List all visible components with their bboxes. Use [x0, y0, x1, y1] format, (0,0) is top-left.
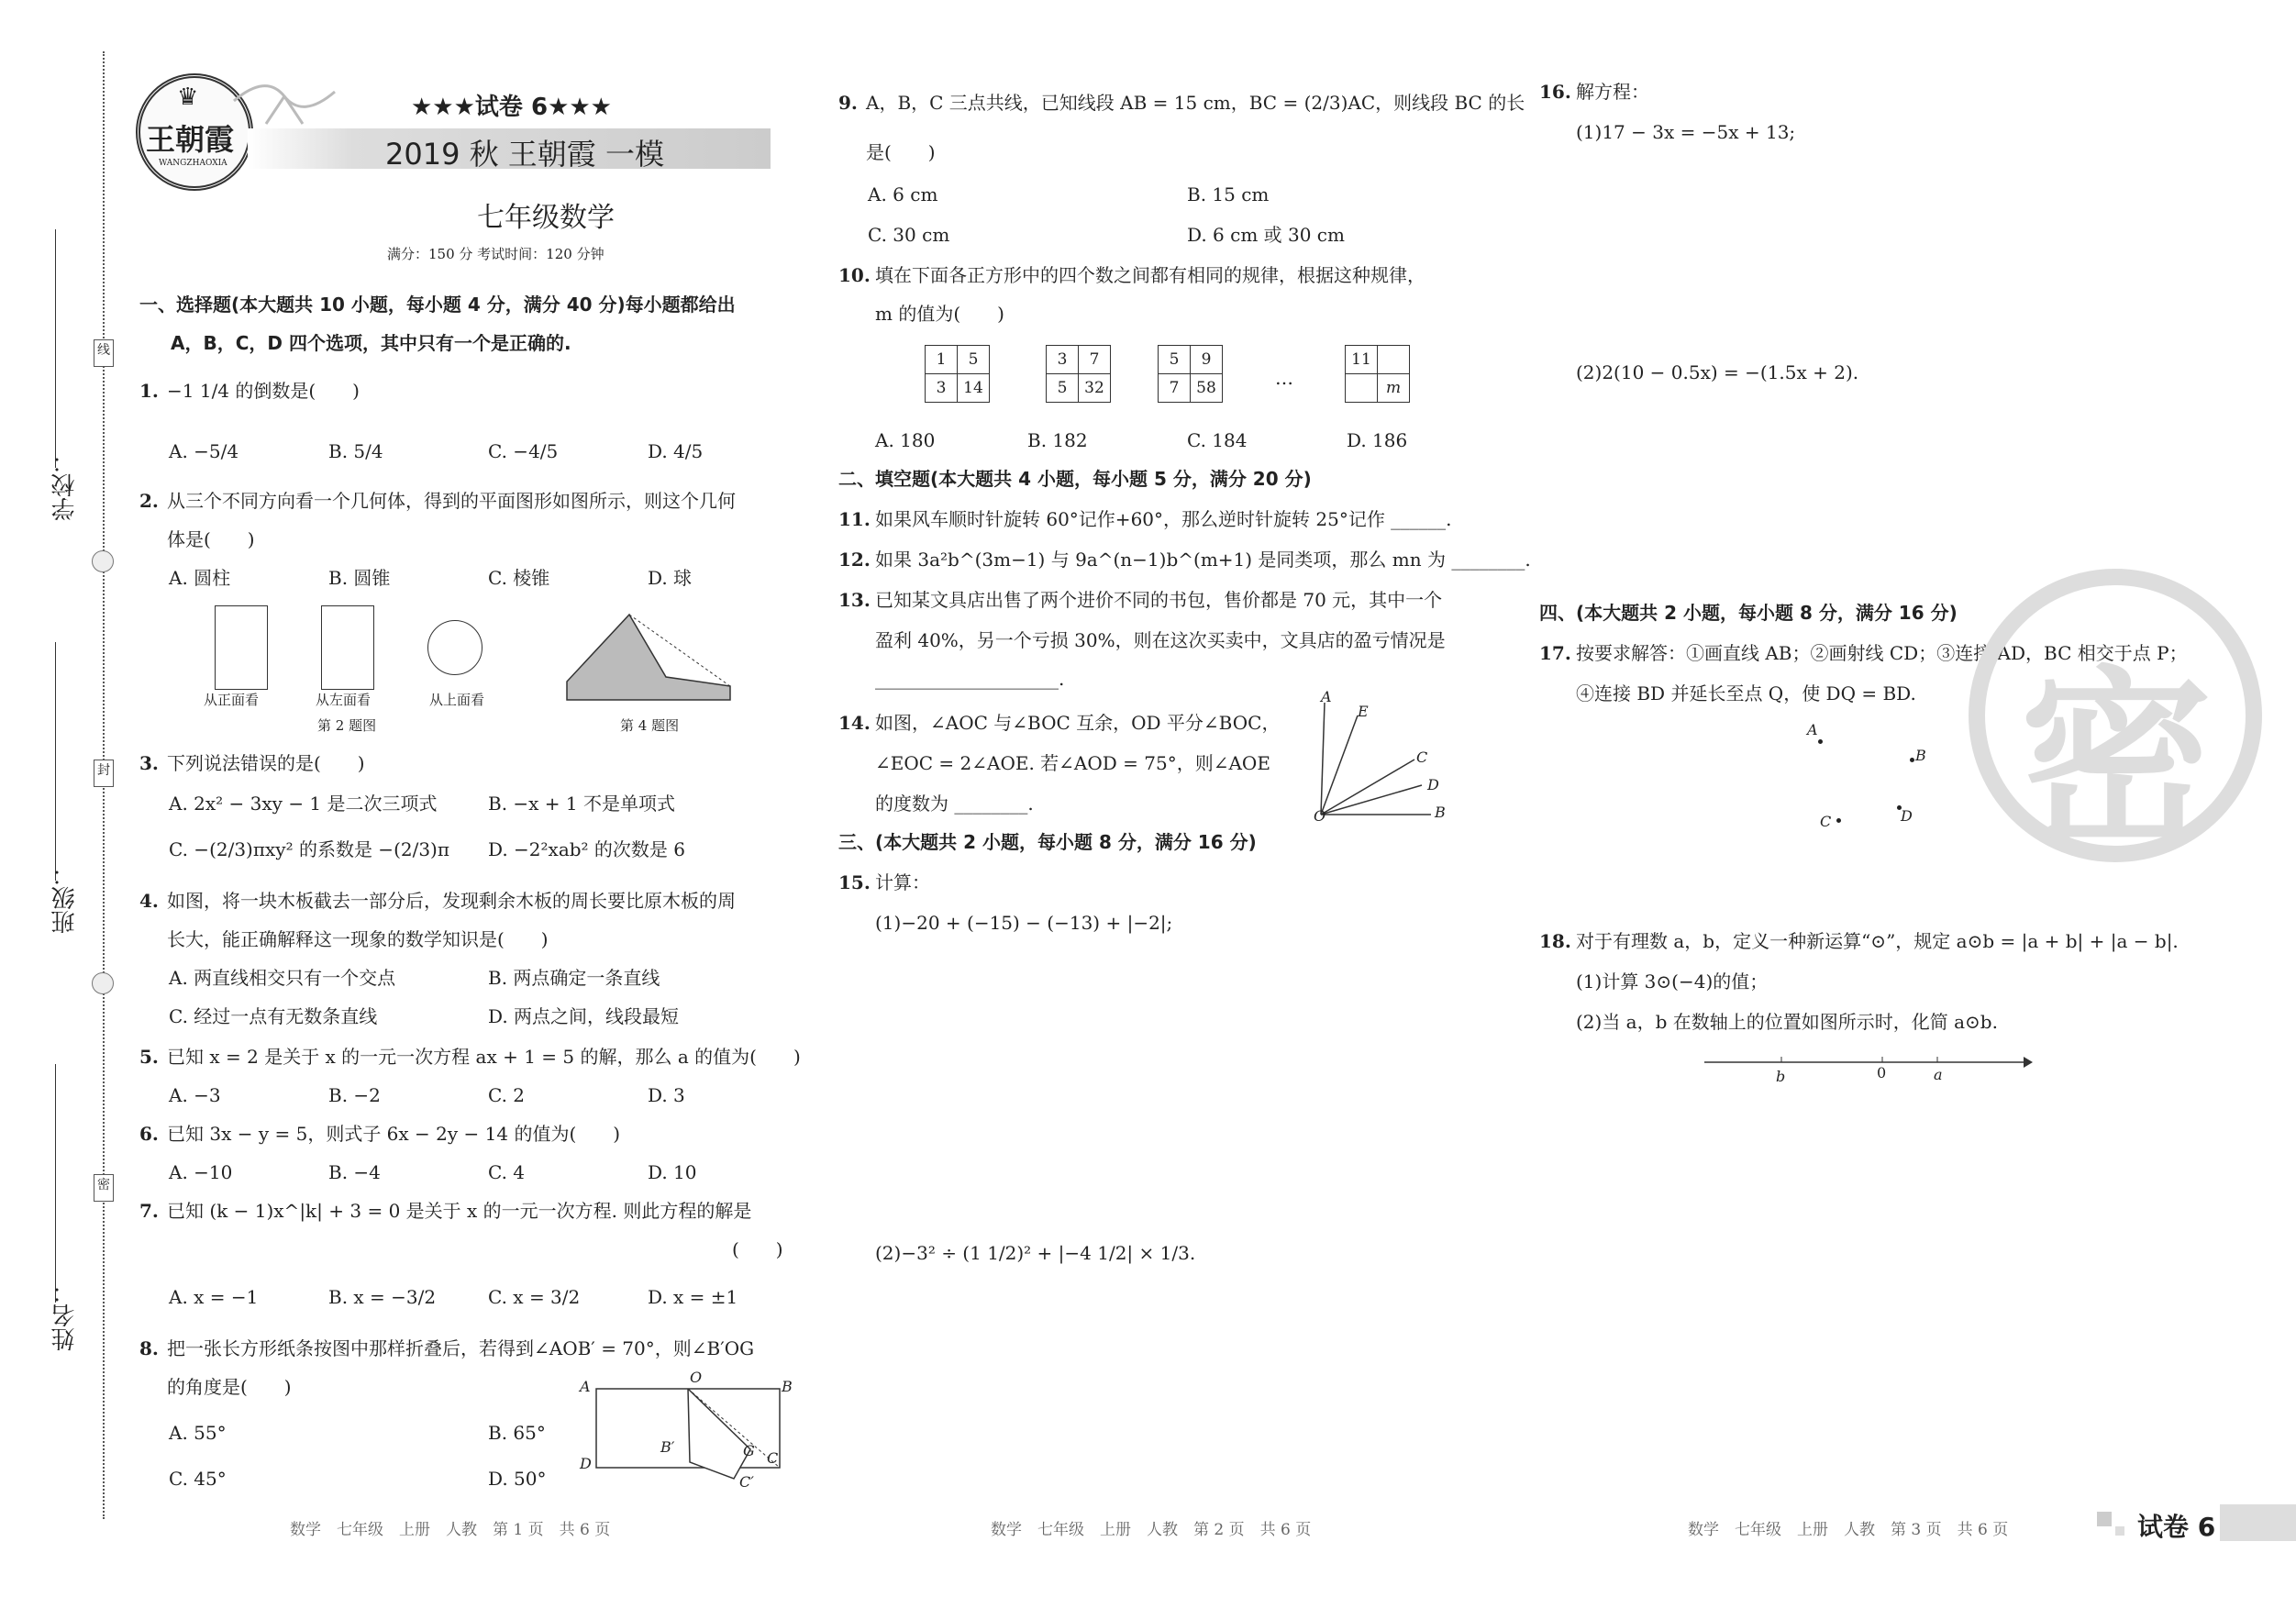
q17-number: 17.: [1539, 642, 1571, 664]
q13-blank: ____________________.: [875, 668, 1065, 690]
q4-stem-cont: 长大，能正确解释这一现象的数学知识是( ): [167, 928, 549, 950]
number-line-label-zero: 0: [1877, 1064, 1887, 1081]
q9-option-d: D. 6 cm 或 30 cm: [1187, 224, 1345, 246]
footer-page-3: 数学 七年级 上册 人教 第 3 页 共 6 页: [1688, 1521, 2009, 1539]
q2-number: 2.: [139, 490, 159, 512]
fold-label-d: D: [580, 1455, 592, 1472]
q10-option-c: C. 184: [1187, 429, 1248, 451]
binding-hole-icon: [92, 550, 114, 572]
square-cell: 5: [958, 346, 990, 374]
point-c-dot: [1836, 818, 1841, 823]
square-cell: 5: [1047, 374, 1079, 403]
fold-label-b-prime: B′: [660, 1438, 675, 1456]
side-view-label: 从左面看: [316, 692, 372, 708]
square-cell: 1: [926, 346, 958, 374]
q7-option-c: C. x = 3/2: [488, 1286, 581, 1308]
fold-label-c-prime: C′: [739, 1473, 754, 1491]
secret-stamp: [1969, 569, 2262, 874]
top-view-label: 从上面看: [429, 692, 485, 708]
q18-part-1: (1)计算 3⊙(−4)的值；: [1576, 970, 1769, 993]
square-cell: 14: [958, 374, 990, 403]
q1-option-a: A. −5/4: [169, 440, 239, 462]
q4-number: 4.: [139, 890, 159, 912]
q2-stem: 从三个不同方向看一个几何体，得到的平面图形如图所示，则这个几何: [167, 490, 736, 512]
q2-option-a: A. 圆柱: [169, 567, 231, 589]
section-3-heading: 三、(本大题共 2 小题，每小题 8 分，满分 16 分): [838, 831, 1257, 853]
q7-option-d: D. x = ±1: [648, 1286, 738, 1308]
footer-square-icon: [2097, 1512, 2112, 1526]
q6-number: 6.: [139, 1123, 159, 1145]
q11-stem: 如果风车顺时针旋转 60°记作+60°，那么逆时针旋转 25°记作 ______.: [875, 508, 1452, 530]
angle-label-b: B: [1435, 804, 1446, 821]
q2-option-b: B. 圆锥: [328, 567, 391, 589]
q6-option-a: A. −10: [169, 1161, 233, 1183]
q8-option-a: A. 55°: [169, 1422, 227, 1444]
subject-title: 七年级数学: [477, 202, 615, 234]
q5-option-d: D. 3: [648, 1084, 685, 1106]
footer-paper-tag: 试卷 6: [2137, 1512, 2216, 1542]
logo-ring-text: WANGZHAOXIA: [159, 159, 227, 168]
q9-option-c: C. 30 cm: [868, 224, 950, 246]
q6-option-d: D. 10: [648, 1161, 697, 1183]
number-line-label-a: a: [1934, 1066, 1943, 1083]
q10-number: 10.: [838, 264, 871, 286]
q7-option-b: B. x = −3/2: [328, 1286, 437, 1308]
fold-label-b: B: [782, 1378, 793, 1395]
top-view-circle: [427, 620, 482, 675]
point-a-label: A: [1807, 721, 1818, 738]
secret-stamp-text: 密: [2020, 649, 2213, 874]
side-view-rect: [321, 605, 374, 690]
q9-stem: A，B，C 三点共线，已知线段 AB = 15 cm，BC = (2/3)AC，则线段 BC 的长: [866, 92, 1525, 114]
q8-number: 8.: [139, 1337, 159, 1359]
q3-option-d: D. −2²xab² 的次数是 6: [488, 838, 685, 860]
fold-label-c: C: [767, 1449, 779, 1467]
fig2-caption: 第 2 题图: [317, 717, 377, 734]
series-label: ★★★试卷 6★★★: [411, 94, 612, 121]
q6-option-c: C. 4: [488, 1161, 526, 1183]
number-square-3: [1158, 345, 1223, 403]
q14-blank: 的度数为 ________.: [875, 793, 1034, 815]
q9-stem-cont: 是( ): [866, 141, 936, 163]
footer-page-2: 数学 七年级 上册 人教 第 2 页 共 6 页: [991, 1521, 1312, 1539]
logo-text: 王朝霞: [146, 122, 235, 157]
q7-option-a: A. x = −1: [169, 1286, 259, 1308]
section-1-heading: 一、选择题(本大题共 10 小题，每小题 4 分，满分 40 分)每小题都给出: [139, 294, 736, 316]
q3-option-c: C. −(2/3)πxy² 的系数是 −(2/3)π: [169, 838, 450, 860]
school-label: 学校：: [51, 449, 79, 521]
sequence-ellipsis: …: [1275, 367, 1293, 389]
q2-option-d: D. 球: [648, 567, 693, 589]
fold-label-a: A: [580, 1378, 591, 1395]
number-square-1: [925, 345, 990, 403]
name-blank: [55, 1064, 56, 1303]
footer-square-icon: [2115, 1526, 2124, 1536]
exam-meta: 满分：150 分 考试时间：120 分钟: [387, 246, 605, 262]
q16-stem: 解方程：: [1576, 81, 1649, 103]
q16-part-1: (1)17 − 3x = −5x + 13;: [1576, 121, 1796, 143]
number-line: [1703, 1051, 2033, 1073]
q17-stem-cont: ④连接 BD 并延长至点 Q，使 DQ = BD.: [1576, 682, 1916, 704]
q10-option-a: A. 180: [875, 429, 936, 451]
q9-number: 9.: [838, 92, 858, 114]
binding-hole-icon: [92, 972, 114, 994]
q15-part-2: (2)−3² ÷ (1 1/2)² + |−4 1/2| × 1/3.: [875, 1242, 1196, 1264]
q4-option-a: A. 两直线相交只有一个交点: [169, 967, 396, 989]
q10-stem-cont: m 的值为( ): [875, 303, 1004, 325]
q10-stem: 填在下面各正方形中的四个数之间都有相同的规律，根据这种规律，: [875, 264, 1425, 286]
q1-number: 1.: [139, 380, 159, 402]
q8-option-c: C. 45°: [169, 1468, 227, 1490]
q5-option-a: A. −3: [169, 1084, 221, 1106]
fold-label-o: O: [690, 1369, 703, 1386]
q12-stem: 如果 3a²b^(3m−1) 与 9a^(n−1)b^(m+1) 是同类项，那么 mn 为 ________.: [875, 549, 1531, 571]
front-view-label: 从正面看: [204, 692, 260, 708]
q16-part-2: (2)2(10 − 0.5x) = −(1.5x + 2).: [1576, 361, 1859, 383]
square-cell: 3: [926, 374, 958, 403]
point-a-dot: [1818, 739, 1823, 744]
q6-stem: 已知 3x − y = 5，则式子 6x − 2y − 14 的值为( ): [167, 1123, 621, 1145]
q9-option-a: A. 6 cm: [868, 183, 938, 205]
point-d-label: D: [1901, 807, 1913, 825]
q15-part-1: (1)−20 + (−15) − (−13) + |−2|;: [875, 912, 1173, 934]
class-label: 班级：: [51, 862, 79, 934]
q12-number: 12.: [838, 549, 871, 571]
square-cell: 58: [1191, 374, 1223, 403]
number-square-4: [1345, 345, 1410, 403]
q1-stem: −1 1/4 的倒数是( ): [167, 380, 360, 402]
section-4-heading: 四、(本大题共 2 小题，每小题 8 分，满分 16 分): [1539, 602, 1958, 624]
q15-number: 15.: [838, 871, 871, 893]
section-1-heading-cont: A，B，C，D 四个选项，其中只有一个是正确的.: [171, 332, 571, 354]
q15-stem: 计算：: [875, 871, 930, 893]
seal-mark-seal: 封: [94, 760, 114, 787]
footer-page-1: 数学 七年级 上册 人教 第 1 页 共 6 页: [290, 1521, 611, 1539]
point-b-label: B: [1915, 747, 1926, 764]
q7-number: 7.: [139, 1200, 159, 1222]
angle-label-o: O: [1314, 807, 1326, 825]
q3-number: 3.: [139, 752, 159, 774]
number-line-label-b: b: [1776, 1068, 1786, 1085]
q3-stem: 下列说法错误的是( ): [167, 752, 365, 774]
q16-number: 16.: [1539, 81, 1571, 103]
seal-mark-line: 线: [94, 339, 114, 367]
square-cell: 7: [1159, 374, 1191, 403]
q14-number: 14.: [838, 712, 871, 734]
wood-board-figure: [565, 613, 732, 704]
q18-part-2: (2)当 a，b 在数轴上的位置如图所示时，化简 a⊙b.: [1576, 1011, 1998, 1033]
q1-option-b: B. 5/4: [328, 440, 383, 462]
square-cell: 11: [1346, 346, 1378, 374]
q4-option-c: C. 经过一点有无数条直线: [169, 1005, 378, 1027]
square-cell: 7: [1079, 346, 1111, 374]
q8-option-b: B. 65°: [488, 1422, 546, 1444]
q13-stem: 已知某文具店出售了两个进价不同的书包，售价都是 70 元，其中一个: [875, 589, 1443, 611]
number-square-2: [1046, 345, 1111, 403]
q8-option-d: D. 50°: [488, 1468, 547, 1490]
crown-icon: ♛: [177, 83, 199, 111]
ribbon-decoration: [229, 73, 339, 128]
q5-option-c: C. 2: [488, 1084, 526, 1106]
square-cell: m: [1378, 374, 1410, 403]
q3-option-b: B. −x + 1 不是单项式: [488, 793, 676, 815]
angle-label-e: E: [1358, 703, 1369, 720]
q18-number: 18.: [1539, 930, 1571, 952]
square-cell: 3: [1047, 346, 1079, 374]
q13-stem-cont: 盈利 40%，另一个亏损 30%，则在这次买卖中，文具店的盈亏情况是: [875, 629, 1446, 651]
angle-label-c: C: [1416, 749, 1428, 766]
q1-option-c: C. −4/5: [488, 440, 559, 462]
q5-option-b: B. −2: [328, 1084, 381, 1106]
q17-stem: 按要求解答：①画直线 AB；②画射线 CD；③连接 AD，BC 相交于点 P；: [1576, 642, 2188, 664]
q18-stem: 对于有理数 a，b，定义一种新运算“⊙”，规定 a⊙b = |a + b| + |a − b|.: [1576, 930, 2179, 952]
class-blank: [55, 642, 56, 881]
q9-option-b: B. 15 cm: [1187, 183, 1270, 205]
angle-label-a: A: [1321, 688, 1332, 705]
q5-stem: 已知 x = 2 是关于 x 的一元一次方程 ax + 1 = 5 的解，那么 a 的值为( ): [167, 1046, 801, 1068]
q7-answer-paren: ( ): [732, 1238, 783, 1260]
footer-tag-band: [2220, 1504, 2296, 1541]
square-cell: [1378, 346, 1410, 374]
q4-option-b: B. 两点确定一条直线: [488, 967, 660, 989]
fold-label-g: G: [743, 1442, 755, 1459]
square-cell: 32: [1079, 374, 1111, 403]
front-view-rect: [215, 605, 268, 690]
square-cell: 5: [1159, 346, 1191, 374]
q10-option-d: D. 186: [1347, 429, 1408, 451]
q4-option-d: D. 两点之间，线段最短: [488, 1005, 680, 1027]
angle-figure: [1312, 697, 1449, 826]
exam-title: 2019 秋 王朝霞 一模: [385, 137, 664, 172]
q14-stem-cont: ∠EOC = 2∠AOE. 若∠AOD = 75°，则∠AOE: [875, 752, 1270, 774]
name-label: 姓名：: [51, 1280, 79, 1351]
square-cell: 9: [1191, 346, 1223, 374]
seal-mark-secret: 密: [94, 1174, 114, 1202]
section-2-heading: 二、填空题(本大题共 4 小题，每小题 5 分，满分 20 分): [838, 468, 1312, 490]
q4-stem: 如图，将一块木板截去一部分后，发现剩余木板的周长要比原木板的周: [167, 890, 736, 912]
point-b-dot: [1910, 758, 1914, 762]
q7-stem: 已知 (k − 1)x^|k| + 3 = 0 是关于 x 的一元一次方程. 则此方程的解是: [167, 1200, 752, 1222]
fold-figure: [578, 1370, 798, 1490]
square-cell: [1346, 374, 1378, 403]
q8-stem-cont: 的角度是( ): [167, 1376, 292, 1398]
fig4-caption: 第 4 题图: [620, 717, 680, 734]
q1-option-d: D. 4/5: [648, 440, 704, 462]
point-c-label: C: [1820, 813, 1832, 830]
q11-number: 11.: [838, 508, 871, 530]
q3-option-a: A. 2x² − 3xy − 1 是二次三项式: [169, 793, 438, 815]
q13-number: 13.: [838, 589, 871, 611]
q8-stem: 把一张长方形纸条按图中那样折叠后，若得到∠AOB′ = 70°，则∠B′OG: [167, 1337, 755, 1359]
q2-option-c: C. 棱锥: [488, 567, 550, 589]
q5-number: 5.: [139, 1046, 159, 1068]
q2-stem-cont: 体是( ): [167, 528, 255, 550]
q6-option-b: B. −4: [328, 1161, 381, 1183]
q14-stem: 如图，∠AOC 与∠BOC 互余，OD 平分∠BOC，: [875, 712, 1281, 734]
angle-label-d: D: [1427, 776, 1439, 793]
q10-option-b: B. 182: [1027, 429, 1088, 451]
school-blank: [55, 229, 56, 468]
